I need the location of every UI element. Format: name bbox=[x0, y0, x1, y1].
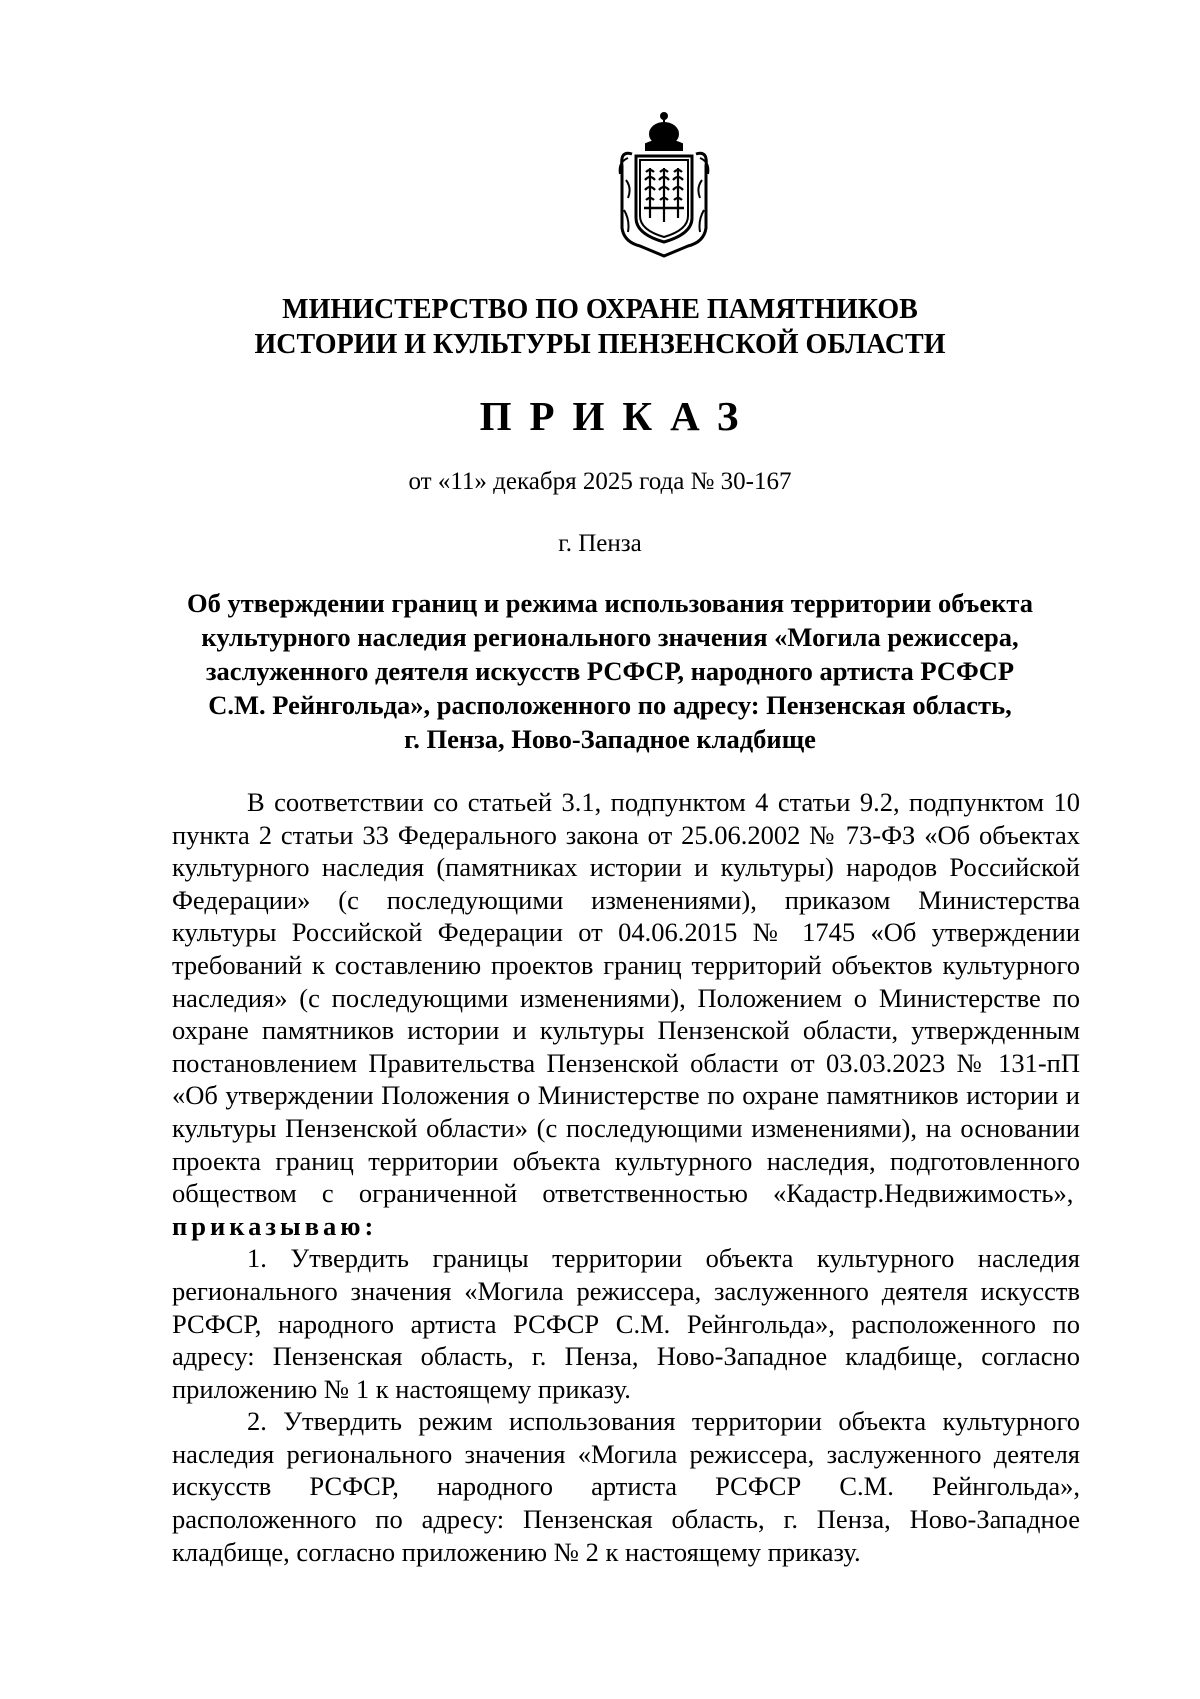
coat-of-arms-icon bbox=[610, 110, 718, 258]
order-city: г. Пенза bbox=[558, 530, 642, 557]
ministry-line-1: МИНИСТЕРСТВО ПО ОХРАНЕ ПАМЯТНИКОВ bbox=[282, 294, 918, 325]
ministry-line-2: ИСТОРИИ И КУЛЬТУРЫ ПЕНЗЕНСКОЙ ОБЛАСТИ bbox=[254, 329, 946, 360]
preamble-text: В соответствии со статьей 3.1, подпунктом 4 статьи 9.2, подпунктом 10 пункта 2 статьи 33 Федерального закона от 25.06.2002 № 73-ФЗ «Об объектах культурного наследия (памятниках истории и культуры) народов Российской Федерации» (с последующими изменениями), приказом Министерства культуры Российской Федерации от 04.06.2015 № 1745 «Об утверждении требований к составлению проектов границ территорий объектов культурного наследия» (с последующими изменениями), Положением о Министерстве по охране памятников истории и культуры Пензенской области, утвержденным постановлением Правительства Пензенской области от 03.03.2023 № 131-пП «Об утверждении Положения о Министерстве по охране памятников истории и культуры Пензенской области» (с последующими изменениями), на основании проекта границ территории объекта культурного наследия, подготовленного обществом с ограниченной ответственностью «Кадастр.Недвижимость», bbox=[172, 787, 1080, 1209]
subject-line: г. Пенза, Ново-Западное кладбище bbox=[404, 724, 816, 754]
subject-line: С.М. Рейнгольда», расположенного по адресу: Пензенская область, bbox=[208, 690, 1012, 720]
decree-word: приказываю: bbox=[172, 1210, 378, 1241]
ministry-name bbox=[150, 292, 1050, 362]
subject-line: заслуженного деятеля искусств РСФСР, народного артиста РСФСР bbox=[205, 656, 1015, 686]
order-title: ПРИКАЗ bbox=[479, 393, 757, 439]
subject-line: культурного наследия регионального значения «Могила режиссера, bbox=[201, 622, 1019, 652]
order-subject bbox=[160, 586, 1060, 756]
order-item-2: 2. Утвердить режим использования территории объекта культурного наследия регионального значения «Могила режиссера, заслуженного деятеля искусств РСФСР, народного артиста РСФСР С.М. Рейнгольда», расположенного по адресу: Пензенская область, г. Пенза, Ново-Западное кладбище, согласно приложению № 2 к настоящему приказу. bbox=[172, 1406, 1080, 1567]
order-date-number: от «11» декабря 2025 года № 30-167 bbox=[408, 468, 792, 495]
order-body bbox=[172, 786, 1080, 1568]
subject-line: Об утверждении границ и режима использования территории объекта bbox=[187, 588, 1033, 618]
order-item-1: 1. Утвердить границы территории объекта культурного наследия регионального значения «Могила режиссера, заслуженного деятеля искусств РСФСР, народного артиста РСФСР С.М. Рейнгольда», расположенного по адресу: Пензенская область, г. Пенза, Ново-Западное кладбище, согласно приложению № 1 к настоящему приказу. bbox=[172, 1243, 1080, 1404]
preamble-paragraph bbox=[172, 786, 1080, 1242]
